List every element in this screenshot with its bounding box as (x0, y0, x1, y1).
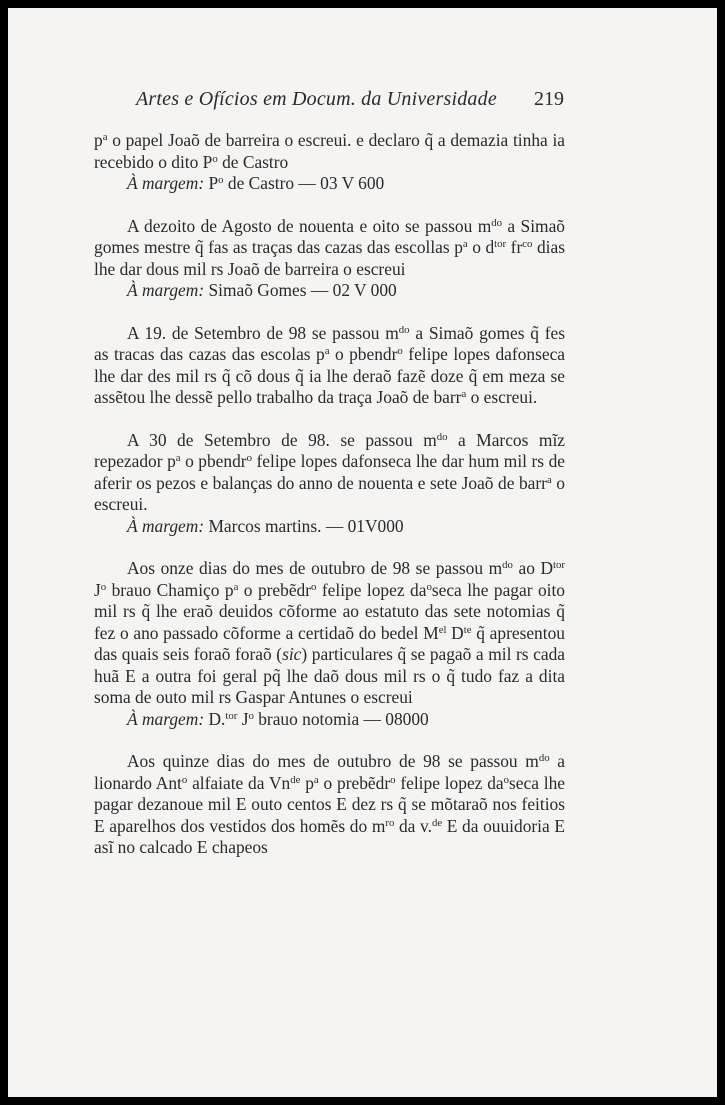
document-body (94, 130, 565, 859)
paragraph-4: A 30 de Setembro de 98. se passou $m^{do}$ a Marcos mĩz repezador $p^a$ o pbendr$^o$ felipe lopes dafonseca lhe dar hum mil rs de aferir os pezos e balanças do anno de nouenta e sete Joaõ de barr$^a$ o escreui. (94, 429, 565, 514)
paragraph-6: Aos quinze dias do mes de outubro de 98 se passou $m^{do}$ a lionardo Ant$^o$ alfaiate da $Vn^{de}$ $p^a$ o prebẽdr$^o$ felipe lopez $da^o\sec a$ lhe pagar dezanoue mil E outo centos E dez rs q̃ se mõtaraõ nos feitios E aparelhos dos vestidos dos homẽs do $m^{ro}$ da v.$^{de}$ E da ouuidoria E asĩ no calcado E chapeos (94, 751, 565, 857)
page-number: 219 (534, 88, 564, 110)
margin-note-5: À margem: D.$^{tor}$ $J^o$ brauo notomia — 08000 (127, 708, 429, 729)
paragraph-3: A 19. de Setembro de 98 se passou $m^{do}$ a Simaõ gomes q̃ fes as tracas das cazas das escolas $p^a$ o pbendr$^o$ felipe lopes dafonseca lhe dar des mil rs q̃ cõ dous q̃ ia lhe deraõ fazẽ doze q̃ em meza se assẽtou lhe dessẽ pello trabalho da traça Joaõ de barr$^a$ o escreui. (94, 322, 566, 407)
paragraph-2: A dezoito de Agosto de nouenta e oito se passou $m^{do}$ a Simaõ gomes mestre q̃ fas as traças das cazas das escollas $p^a$ o $d^{tor}$ $fr^{co}$ dias lhe dar dous mil rs Joaõ de barreira o escreui (94, 215, 565, 279)
document-page (8, 8, 717, 1097)
paragraph-5: Aos onze dias do mes de outubro de 98 se passou $m^{do}$ ao $D^{tor}$ $J^o$ brauo Chamiço $p^a$ o prebẽdr$^o$ felipe lopez $da^o\sec a$ lhe pagar oito mil rs q̃ lhe eraõ deuidos cõforme ao estatuto das sete notomias q̃ fez o ano passado cõforme a certidaõ do bedel $M^{el}$ $D^{te}$ q̃ apresentou das quais seis foraõ foraõ (sic) particulares q̃ se pagaõ a mil rs cada huã E a outra foi geral pq̃ lhe daõ dous mil rs o q̃ tudo faz a dita soma de outo mil rs Gaspar Antunes o escreui (94, 558, 566, 707)
paragraph-1: $p^a$ o papel Joaõ de barreira o escreui. e declaro q̃ a demazia tinha ia recebido o dito $P^o$ de Castro (94, 130, 565, 172)
margin-note-4: À margem: Marcos martins. — 01V000 (127, 515, 404, 536)
margin-note-2: À margem: Simaõ Gomes — 02 V 000 (127, 280, 397, 300)
page-header (136, 88, 564, 118)
margin-note-1: À margem: $P^o$ de Castro — 03 V 600 (127, 173, 385, 193)
running-title: Artes e Ofícios em Docum. da Universidade (136, 88, 497, 110)
